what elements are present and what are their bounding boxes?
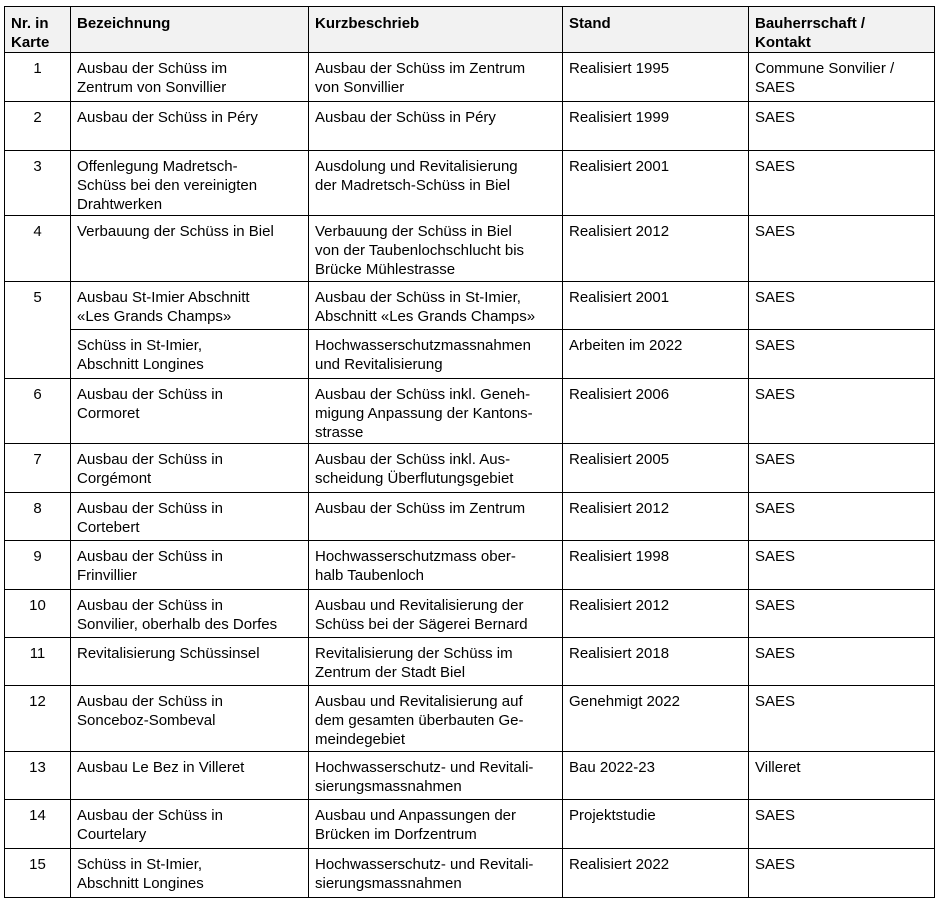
cell-bezeichnung: Ausbau der Schüss in Péry xyxy=(71,102,309,151)
cell-nr: 5 xyxy=(5,282,71,379)
cell-nr: 2 xyxy=(5,102,71,151)
table-row xyxy=(5,151,935,216)
cell-nr: 12 xyxy=(5,686,71,752)
cell-bauherrschaft: SAES xyxy=(749,330,935,379)
cell-bezeichnung: Verbauung der Schüss in Biel xyxy=(71,216,309,282)
table-row xyxy=(5,102,935,151)
cell-nr: 9 xyxy=(5,541,71,590)
cell-kurzbeschrieb: Ausdolung und Revitalisierung der Madretsch-Schüss in Biel xyxy=(309,151,563,216)
cell-stand: Realisiert 2012 xyxy=(563,216,749,282)
cell-bauherrschaft: SAES xyxy=(749,444,935,493)
cell-bezeichnung: Ausbau der Schüss in Cortebert xyxy=(71,493,309,541)
cell-kurzbeschrieb: Verbauung der Schüss in Biel von der Taubenlochschlucht bis Brücke Mühlestrasse xyxy=(309,216,563,282)
header-nr: Nr. in Karte xyxy=(5,7,71,53)
cell-bauherrschaft: SAES xyxy=(749,216,935,282)
cell-bezeichnung: Ausbau der Schüss in Sonceboz-Sombeval xyxy=(71,686,309,752)
table-row xyxy=(5,541,935,590)
table-row xyxy=(5,800,935,849)
cell-bauherrschaft: SAES xyxy=(749,800,935,849)
cell-bauherrschaft: SAES xyxy=(749,493,935,541)
cell-bezeichnung: Revitalisierung Schüssinsel xyxy=(71,638,309,686)
cell-kurzbeschrieb: Revitalisierung der Schüss im Zentrum der Stadt Biel xyxy=(309,638,563,686)
cell-kurzbeschrieb: Ausbau der Schüss inkl. Aus- scheidung Überflutungsgebiet xyxy=(309,444,563,493)
header-stand: Stand xyxy=(563,7,749,53)
cell-bezeichnung: Ausbau Le Bez in Villeret xyxy=(71,752,309,800)
cell-kurzbeschrieb: Ausbau und Anpassungen der Brücken im Dorfzentrum xyxy=(309,800,563,849)
header-bauherrschaft: Bauherrschaft / Kontakt xyxy=(749,7,935,53)
cell-kurzbeschrieb: Hochwasserschutzmassnahmen und Revitalisierung xyxy=(309,330,563,379)
cell-nr: 14 xyxy=(5,800,71,849)
cell-nr: 1 xyxy=(5,53,71,102)
cell-bauherrschaft: SAES xyxy=(749,590,935,638)
cell-bauherrschaft: SAES xyxy=(749,638,935,686)
table-header-row xyxy=(5,7,935,53)
table-row xyxy=(5,444,935,493)
cell-bauherrschaft: Commune Sonvilier / SAES xyxy=(749,53,935,102)
cell-bauherrschaft: SAES xyxy=(749,849,935,898)
cell-bauherrschaft: SAES xyxy=(749,541,935,590)
cell-bezeichnung: Schüss in St-Imier, Abschnitt Longines xyxy=(71,849,309,898)
cell-bezeichnung: Ausbau der Schüss in Cormoret xyxy=(71,379,309,444)
cell-kurzbeschrieb: Ausbau und Revitalisierung auf dem gesamten überbauten Ge- meindegebiet xyxy=(309,686,563,752)
table-row xyxy=(5,752,935,800)
table-row xyxy=(5,638,935,686)
cell-stand: Genehmigt 2022 xyxy=(563,686,749,752)
cell-kurzbeschrieb: Hochwasserschutz- und Revitali- sierungsmassnahmen xyxy=(309,752,563,800)
cell-bezeichnung: Ausbau der Schüss in Frinvillier xyxy=(71,541,309,590)
cell-stand: Realisiert 2001 xyxy=(563,151,749,216)
cell-stand: Realisiert 1995 xyxy=(563,53,749,102)
cell-bauherrschaft: SAES xyxy=(749,282,935,330)
cell-bezeichnung: Offenlegung Madretsch- Schüss bei den vereinigten Drahtwerken xyxy=(71,151,309,216)
cell-bauherrschaft: SAES xyxy=(749,686,935,752)
header-kurzbeschrieb: Kurzbeschrieb xyxy=(309,7,563,53)
cell-nr: 3 xyxy=(5,151,71,216)
cell-bezeichnung: Schüss in St-Imier, Abschnitt Longines xyxy=(71,330,309,379)
table-body xyxy=(5,53,935,898)
table-row xyxy=(5,216,935,282)
table-row xyxy=(5,590,935,638)
cell-kurzbeschrieb: Ausbau und Revitalisierung der Schüss bei der Sägerei Bernard xyxy=(309,590,563,638)
cell-bezeichnung: Ausbau St-Imier Abschnitt «Les Grands Champs» xyxy=(71,282,309,330)
cell-stand: Realisiert 1998 xyxy=(563,541,749,590)
table-row xyxy=(5,379,935,444)
cell-stand: Realisiert 2005 xyxy=(563,444,749,493)
table-row xyxy=(5,686,935,752)
cell-nr: 8 xyxy=(5,493,71,541)
cell-stand: Projektstudie xyxy=(563,800,749,849)
table-row xyxy=(5,53,935,102)
cell-bezeichnung: Ausbau der Schüss im Zentrum von Sonvillier xyxy=(71,53,309,102)
cell-kurzbeschrieb: Hochwasserschutz- und Revitali- sierungsmassnahmen xyxy=(309,849,563,898)
cell-nr: 6 xyxy=(5,379,71,444)
cell-stand: Arbeiten im 2022 xyxy=(563,330,749,379)
cell-bauherrschaft: SAES xyxy=(749,379,935,444)
cell-nr: 4 xyxy=(5,216,71,282)
cell-nr: 10 xyxy=(5,590,71,638)
table-row xyxy=(5,330,935,379)
project-table xyxy=(4,6,935,898)
table-row xyxy=(5,282,935,330)
cell-stand: Realisiert 2018 xyxy=(563,638,749,686)
cell-bauherrschaft: SAES xyxy=(749,102,935,151)
cell-stand: Realisiert 2012 xyxy=(563,590,749,638)
cell-stand: Realisiert 2012 xyxy=(563,493,749,541)
cell-kurzbeschrieb: Ausbau der Schüss in Péry xyxy=(309,102,563,151)
table-row xyxy=(5,849,935,898)
cell-nr: 11 xyxy=(5,638,71,686)
cell-stand: Realisiert 2022 xyxy=(563,849,749,898)
table-row xyxy=(5,493,935,541)
cell-bezeichnung: Ausbau der Schüss in Courtelary xyxy=(71,800,309,849)
cell-nr: 7 xyxy=(5,444,71,493)
cell-stand: Realisiert 2001 xyxy=(563,282,749,330)
cell-kurzbeschrieb: Ausbau der Schüss im Zentrum xyxy=(309,493,563,541)
cell-stand: Realisiert 1999 xyxy=(563,102,749,151)
cell-stand: Bau 2022-23 xyxy=(563,752,749,800)
cell-kurzbeschrieb: Ausbau der Schüss im Zentrum von Sonvillier xyxy=(309,53,563,102)
header-bezeichnung: Bezeichnung xyxy=(71,7,309,53)
cell-stand: Realisiert 2006 xyxy=(563,379,749,444)
cell-nr: 15 xyxy=(5,849,71,898)
cell-kurzbeschrieb: Hochwasserschutzmass ober- halb Taubenloch xyxy=(309,541,563,590)
cell-bezeichnung: Ausbau der Schüss in Sonvilier, oberhalb des Dorfes xyxy=(71,590,309,638)
cell-kurzbeschrieb: Ausbau der Schüss inkl. Geneh- migung Anpassung der Kantons- strasse xyxy=(309,379,563,444)
cell-bauherrschaft: SAES xyxy=(749,151,935,216)
cell-bauherrschaft: Villeret xyxy=(749,752,935,800)
cell-bezeichnung: Ausbau der Schüss in Corgémont xyxy=(71,444,309,493)
cell-nr: 13 xyxy=(5,752,71,800)
cell-kurzbeschrieb: Ausbau der Schüss in St-Imier, Abschnitt «Les Grands Champs» xyxy=(309,282,563,330)
